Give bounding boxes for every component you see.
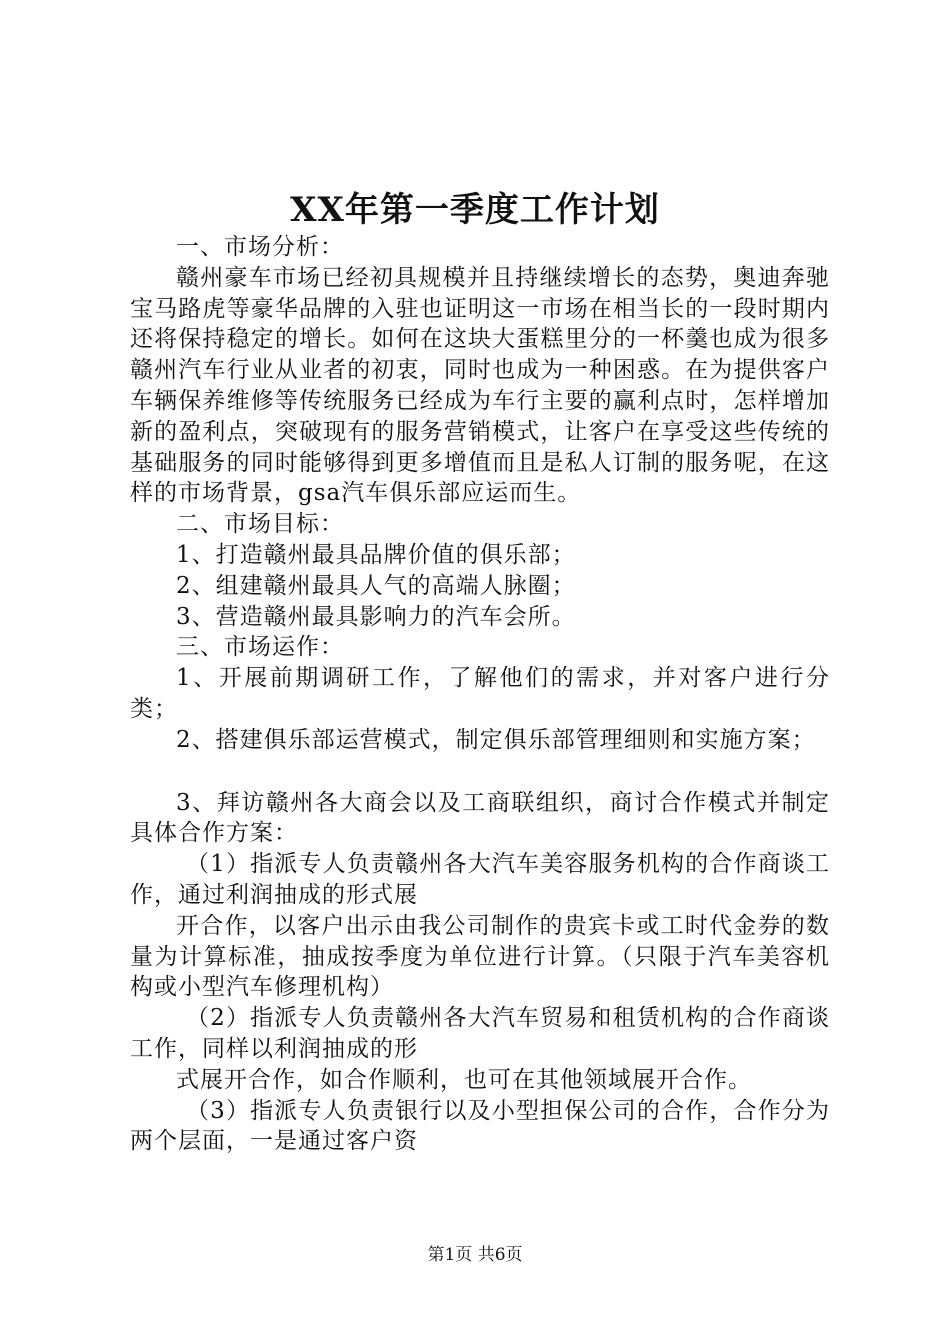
paragraph: 3、营造赣州最具影响力的汽车会所。	[176, 603, 576, 630]
paragraph: 1、打造赣州最具品牌价值的俱乐部；	[176, 541, 576, 568]
blank-line	[130, 756, 830, 788]
paragraph: （3）指派专人负责银行以及小型担保公司的合作，合作分为两个层面，一是通过客户资	[130, 1097, 830, 1155]
paragraph: （1）指派专人负责赣州各大汽车美容服务机构的合作商谈工作，通过利润抽成的形式展	[130, 851, 830, 908]
document-title: XX年第一季度工作计划	[290, 190, 660, 230]
paragraph: 2、搭建俱乐部运营模式，制定俱乐部管理细则和实施方案；	[176, 726, 816, 753]
paragraph: 2、组建赣州最具人气的高端人脉圈；	[176, 572, 576, 599]
paragraph: 一、市场分析：	[176, 234, 344, 260]
paragraph: 开合作，以客户出示由我公司制作的贵宾卡或工时代金券的数量为计算标准，抽成按季度为单位进行计算。（只限于汽车美容机构或小型汽车修理机构）	[130, 912, 830, 1001]
paragraph: 式展开合作，如合作顺利，也可在其他领域展开合作。	[176, 1066, 752, 1093]
paragraph: （2）指派专人负责赣州各大汽车贸易和租赁机构的合作商谈工作，同样以利润抽成的形	[130, 1005, 830, 1062]
paragraph: 3、拜访赣州各大商会以及工商联组织，商讨合作模式并制定具体合作方案：	[130, 789, 830, 847]
page-footer: 第1页 共6页	[427, 1245, 523, 1265]
paragraph: 三、市场运作：	[176, 634, 344, 661]
paragraph: 二、市场目标：	[176, 511, 344, 538]
document-body	[130, 232, 830, 1157]
paragraph: 1、开展前期调研工作，了解他们的需求，并对客户进行分类；	[130, 665, 830, 722]
paragraph: 赣州豪车市场已经初具规模并且持继续增长的态势，奥迪奔驰宝马路虎等豪华品牌的入驻也证明这一市场在相当长的一段时期内还将保持稳定的增长。如何在这块大蛋糕里分的一杯羹也成为很多赣州汽车行业从业者的初衷，同时也成为一种困惑。在为提供客户车辆保养维修等传统服务已经成为车行主要的赢利点时，怎样增加新的盈利点，突破现有的服务营销模式，让客户在享受这些传统的基础服务的同时能够得到更多增值而且是私人订制的服务呢，在这样的市场背景，gsa汽车俱乐部应运而生。	[130, 264, 830, 507]
